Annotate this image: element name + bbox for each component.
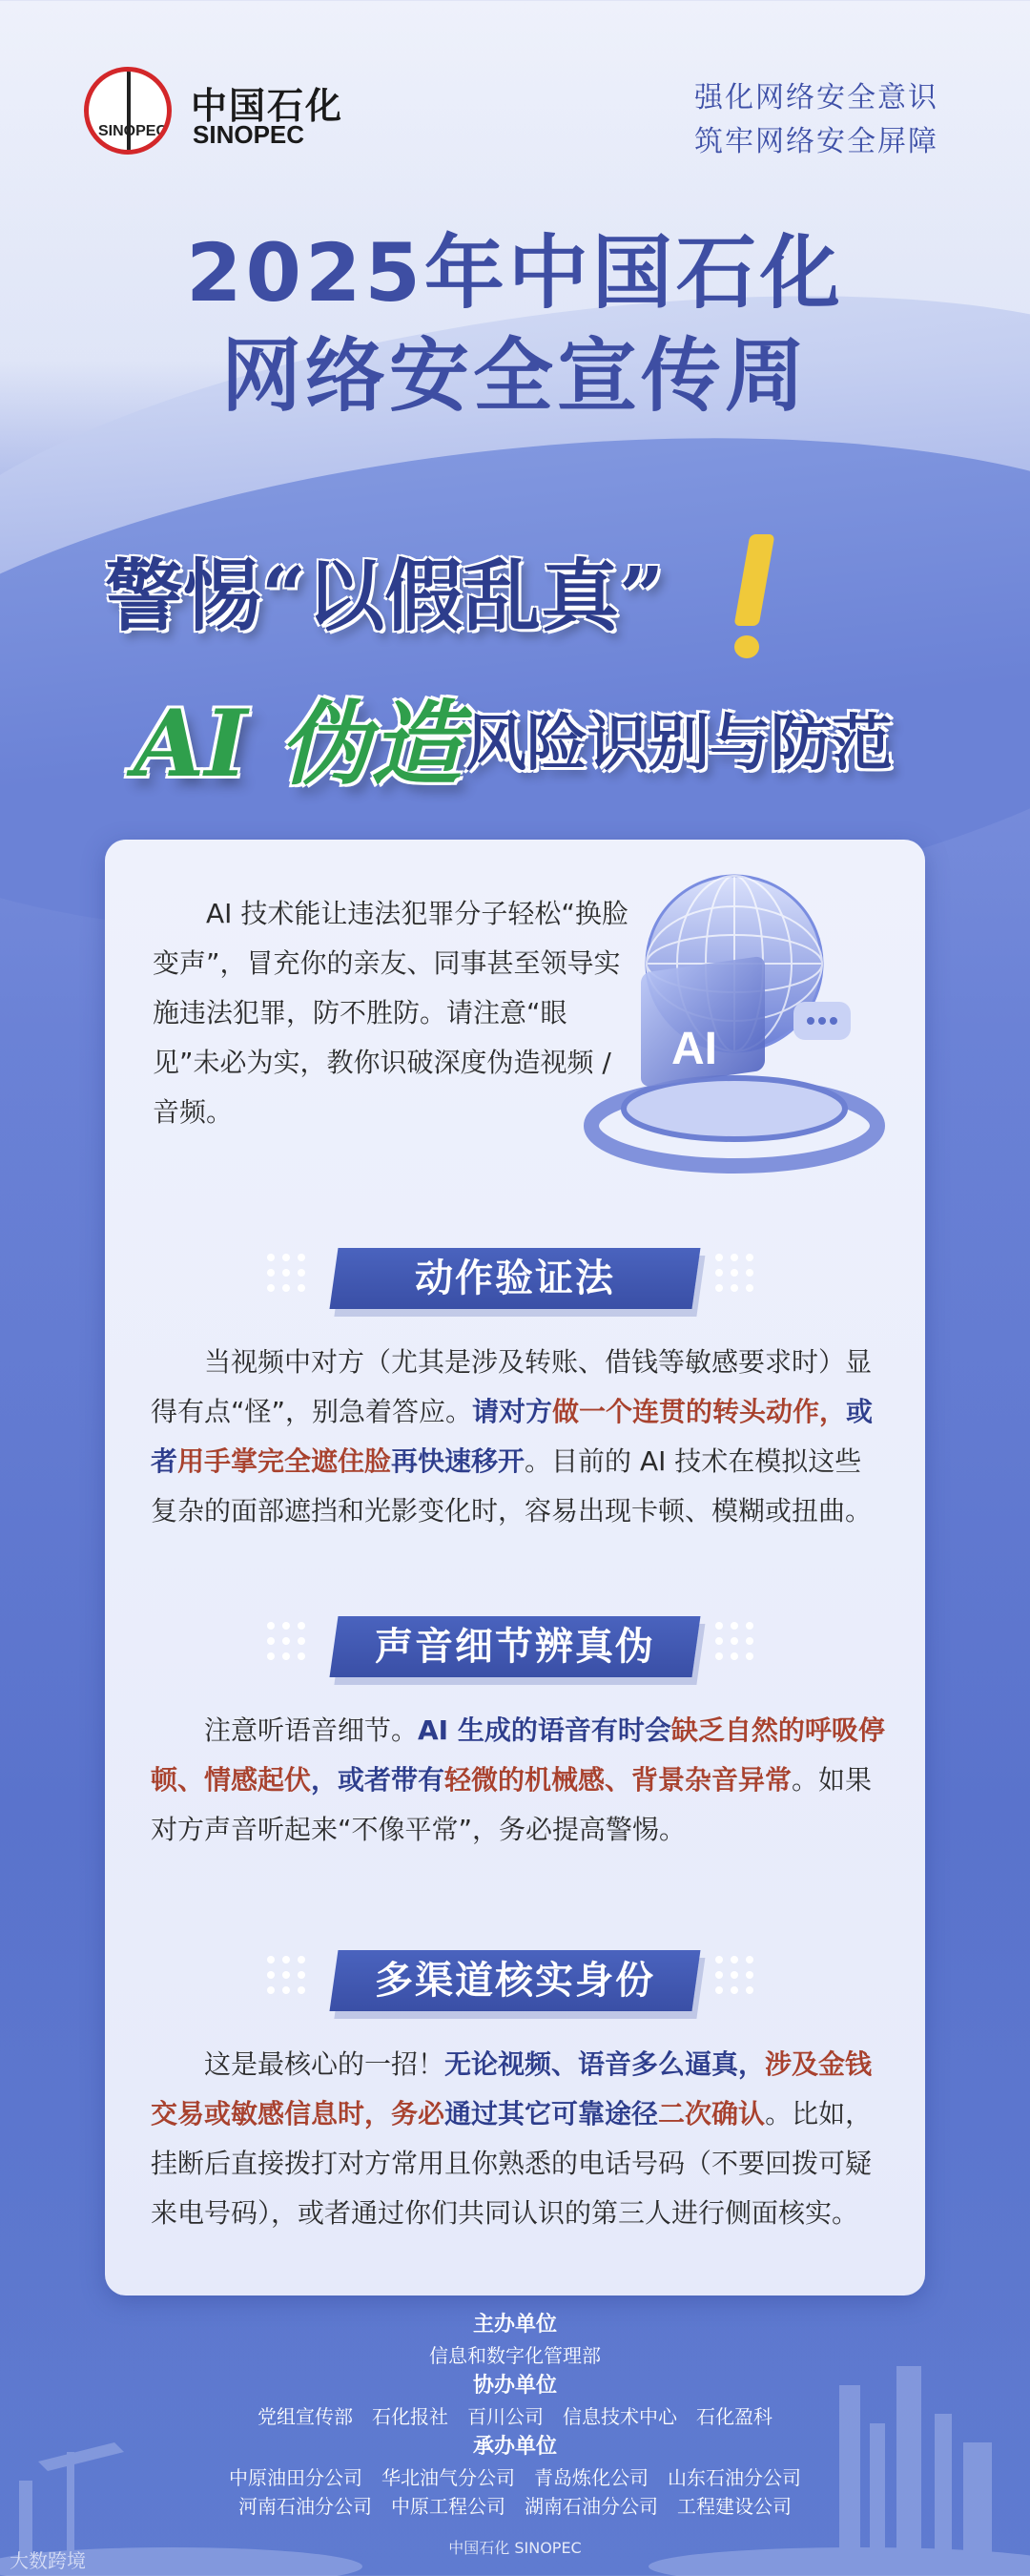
intro-text: AI 技术能让违法犯罪分子轻松“换脸变声”，冒充你的亲友、同事甚至领导实施违法犯罪，防不胜防。请注意“眼见”未必为实，教你识破深度伪造视频 / 音频。 — [153, 898, 628, 1128]
dots-decoration — [715, 1622, 763, 1670]
dots-decoration — [267, 1622, 315, 1670]
brand-name-en: SINOPEC — [193, 120, 305, 149]
section-header — [105, 1609, 925, 1685]
organizer-title: 承办单位 — [472, 2435, 557, 2459]
slogan-line: 强化网络安全意识 — [694, 81, 938, 114]
warning-prefix: 警惕 — [105, 551, 262, 642]
watermark: 大数跨境 — [10, 2549, 86, 2572]
slogan-line: 筑牢网络安全屏障 — [694, 125, 938, 158]
organizer-units: 河南石油分公司 中原工程公司 湖南石油分公司 工程建设公司 — [238, 2495, 792, 2518]
section-header — [105, 1240, 925, 1317]
title-line: 网络安全宣传周 — [220, 329, 809, 423]
warning-headline — [105, 534, 664, 646]
page-title — [0, 221, 1030, 427]
co-host-units: 党组宣传部 石化报社 百川公司 信息技术中心 石化盈科 — [258, 2405, 772, 2428]
section-text: 当视频中对方（尤其是涉及转账、借钱等敏感要求时）显得有点“怪”，别急着答应。请对方做一个连贯的转头动作，或者用手掌完全遮住脸再快速移开。目前的 AI 技术在模拟这些复杂的面部遮挡和光影变化时，容易出现卡顿、模糊或扭曲。 — [151, 1346, 874, 1527]
section-text: 注意听语音细节。AI 生成的语音有时会缺乏自然的呼吸停顿、情感起伏，或者带有轻微的机械感、背景杂音异常。如果对方声音听起来“不像平常”，务必提高警惕。 — [151, 1714, 885, 1845]
dots-decoration — [715, 1254, 763, 1301]
header — [0, 0, 1030, 172]
ai-art-label: AI — [671, 1024, 717, 1074]
sinopec-logo-icon: SINOPEC — [84, 67, 172, 155]
title-line: 2025年中国石化 — [186, 226, 844, 320]
section-title: 动作验证法 — [415, 1257, 615, 1300]
dots-decoration — [715, 1956, 763, 2004]
risk-subtitle: 风险识别与防范 — [465, 708, 893, 779]
slogan — [694, 76, 938, 164]
content-card — [105, 840, 925, 2296]
bottom-brand: 中国石化 SINOPEC — [448, 2539, 582, 2557]
section-title: 声音细节辨真伪 — [375, 1625, 655, 1669]
dots-decoration — [267, 1254, 315, 1301]
ai-globe-illustration — [572, 859, 896, 1174]
exclamation-icon — [734, 534, 769, 658]
section-text: 这是最核心的一招！无论视频、语音多么逼真，涉及金钱交易或敏感信息时，务必通过其它可靠途径二次确认。比如，挂断后直接拨打对方常用且你熟悉的电话号码（不要回拨可疑来电号码），或者通过你们共同认识的第三人进行侧面核实。 — [151, 2048, 873, 2229]
organizer-units: 中原油田分公司 华北油气分公司 青岛炼化公司 山东石油分公司 — [229, 2466, 801, 2489]
brand-name-cn: 中国石化 — [191, 84, 344, 127]
ai-forgery-label: AI 伪造 — [134, 690, 463, 798]
section-title: 多渠道核实身份 — [375, 1959, 655, 2003]
host-units: 信息和数字化管理部 — [429, 2344, 601, 2367]
section-header — [105, 1942, 925, 2019]
warning-quote: “以假乱真” — [261, 551, 665, 642]
co-host-title: 协办单位 — [472, 2374, 557, 2398]
dots-decoration — [267, 1956, 315, 2004]
host-title: 主办单位 — [472, 2313, 557, 2337]
